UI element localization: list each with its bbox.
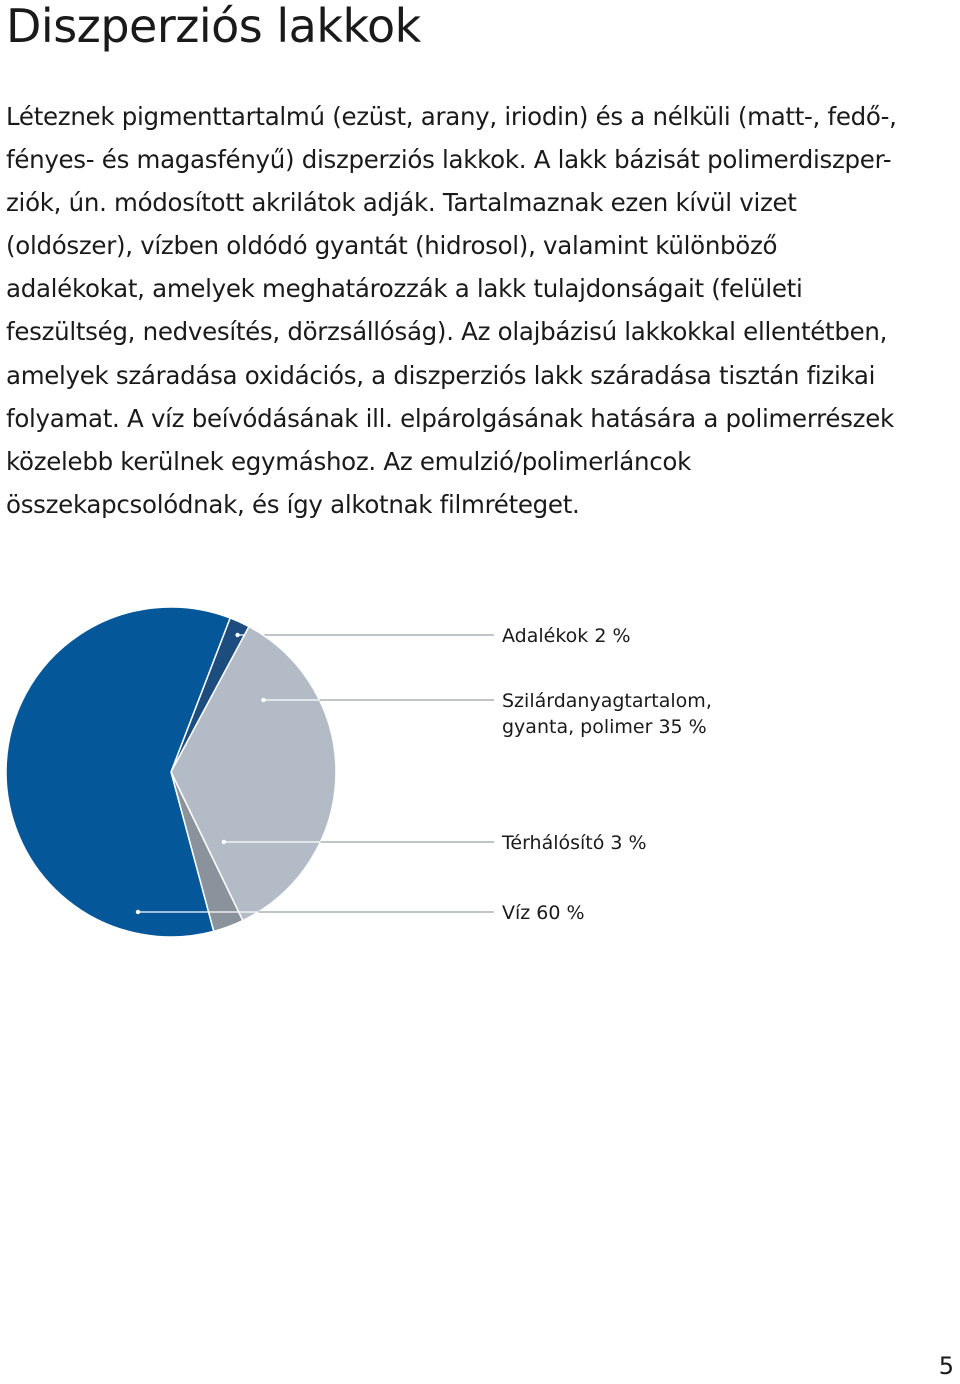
paragraph-line: (oldószer), vízben oldódó gyantát (hidrosol), valamint különböző <box>6 231 778 261</box>
paragraph-line: amelyek száradása oxidációs, a diszperziós lakk száradása tisztán fizikai <box>6 360 876 390</box>
paragraph-line: adalékokat, amelyek meghatározzák a lakk tulajdonságait (felületi <box>6 274 803 304</box>
leader-dot <box>235 633 239 637</box>
composition-pie-chart <box>0 590 960 950</box>
paragraph-line: közelebb kerülnek egymáshoz. Az emulzió/polimerláncok <box>6 446 691 476</box>
slice-label: Víz 60 % <box>502 902 585 924</box>
slice-label: Adalékok 2 % <box>502 625 631 647</box>
paragraph-line: fényes- és magasfényű) diszperziós lakkok. A lakk bázisát polimerdiszper- <box>6 145 892 175</box>
paragraph-line: összekapcsolódnak, és így alkotnak filmréteget. <box>6 489 580 519</box>
page-number: 5 <box>938 1352 954 1380</box>
leader-dot <box>136 910 140 914</box>
slice-label: Szilárdanyagtartalom, gyanta, polimer 35 % <box>502 690 712 738</box>
page-title: Diszperziós lakkok <box>6 0 421 53</box>
body-paragraph <box>6 95 941 526</box>
leader-dot <box>261 698 265 702</box>
leader-dot <box>222 840 226 844</box>
paragraph-line: folyamat. A víz beívódásának ill. elpárolgásának hatására a polimerrészek <box>6 403 894 433</box>
paragraph-line: Léteznek pigmenttartalmú (ezüst, arany, iriodin) és a nélküli (matt-, fedő-, <box>6 102 897 131</box>
paragraph-line: ziók, ún. módosított akrilátok adják. Tartalmaznak ezen kívül vizet <box>6 188 797 218</box>
paragraph-line: feszültség, nedvesítés, dörzsállóság). Az olajbázisú lakkokkal ellentétben, <box>6 317 888 347</box>
slice-label: Térhálósító 3 % <box>502 832 647 854</box>
